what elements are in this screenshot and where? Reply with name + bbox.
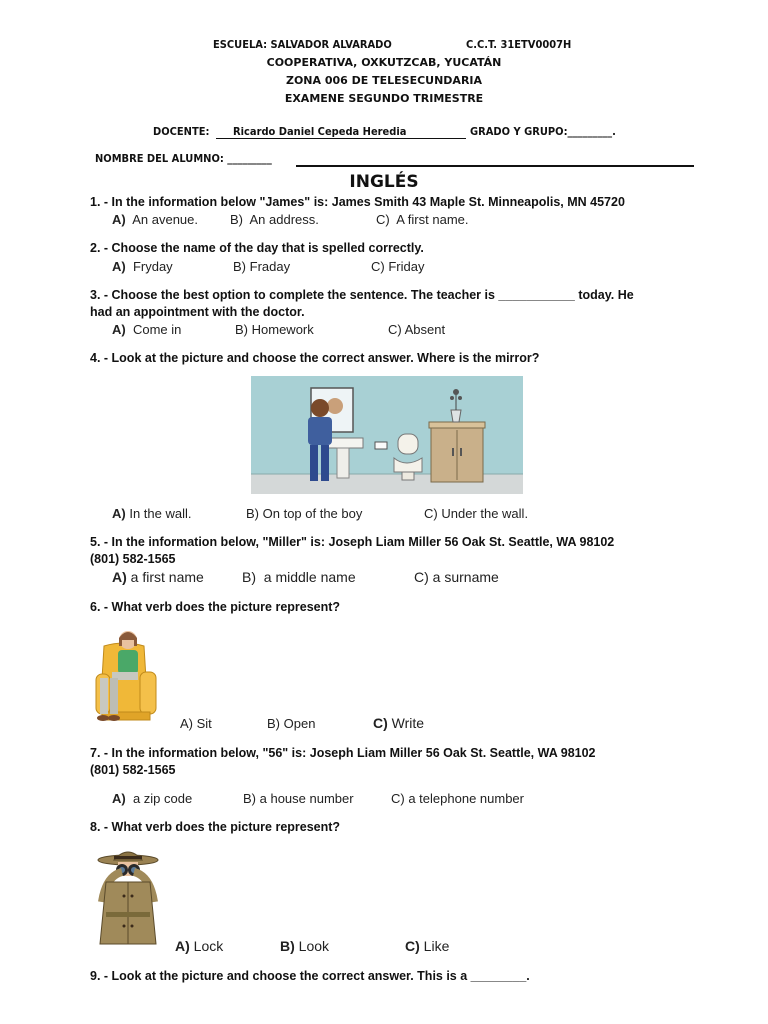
question-7-line2: (801) 582-1565 (90, 763, 176, 777)
school-cct: C.C.T. 31ETV0007H (466, 38, 572, 51)
q3-option-c[interactable]: C) Absent (388, 322, 446, 337)
q7-option-b[interactable]: B) a house number (243, 791, 354, 806)
docente-underline (216, 138, 466, 139)
question-7: 7. - In the information below, "56" is: Joseph Liam Miller 56 Oak St. Seattle, WA 98102 (90, 746, 596, 760)
q2-option-a[interactable]: A) Fryday (112, 259, 173, 274)
q5-option-a[interactable]: A) a first name (112, 569, 204, 585)
school-zone: ZONA 006 DE TELESECUNDARIA (285, 74, 483, 87)
detective-binoculars-illustration (90, 846, 166, 950)
question-3-line2: had an appointment with the doctor. (90, 305, 305, 319)
question-8: 8. - What verb does the picture represent? (90, 820, 341, 834)
q5-option-c[interactable]: C) a surname (414, 569, 499, 585)
q8-option-b[interactable]: B) Look (280, 938, 330, 954)
q8-option-a[interactable]: A) Lock (175, 938, 224, 954)
q7-option-a[interactable]: A) a zip code (112, 791, 193, 806)
docente-name: Ricardo Daniel Cepeda Heredia (233, 125, 407, 138)
q4-option-b[interactable]: B) On top of the boy (246, 506, 363, 521)
q2-option-b[interactable]: B) Fraday (233, 259, 291, 274)
q6-option-a[interactable]: A) Sit (180, 716, 212, 731)
q8-option-c[interactable]: C) Like (405, 938, 450, 954)
question-3: 3. - Choose the best option to complete the sentence. The teacher is ___________ today. He (90, 288, 634, 302)
grado-grupo-label: GRADO Y GRUPO:_________. (470, 125, 616, 138)
q6-option-c[interactable]: C) Write (373, 715, 425, 731)
student-name-line (296, 165, 694, 167)
school-location: COOPERATIVA, OXKUTZCAB, YUCATÁN (266, 56, 502, 69)
woman-sitting-armchair-illustration (88, 626, 160, 726)
subject-title: INGLÉS (349, 172, 419, 192)
q1-option-c[interactable]: C) A first name. (376, 212, 469, 227)
q3-option-b[interactable]: B) Homework (235, 322, 314, 337)
q3-option-a[interactable]: A) Come in (112, 322, 182, 337)
bathroom-illustration (251, 376, 523, 494)
docente-label: DOCENTE: (153, 125, 210, 138)
q5-option-b[interactable]: B) a middle name (242, 569, 356, 585)
q2-option-c[interactable]: C) Friday (371, 259, 425, 274)
question-6: 6. - What verb does the picture represent? (90, 600, 341, 614)
q1-option-b[interactable]: B) An address. (230, 212, 319, 227)
question-9: 9. - Look at the picture and choose the correct answer. This is a ________. (90, 969, 530, 983)
question-5-line2: (801) 582-1565 (90, 552, 176, 566)
question-5: 5. - In the information below, "Miller" is: Joseph Liam Miller 56 Oak St. Seattle, WA 98102 (90, 535, 615, 549)
q6-option-b[interactable]: B) Open (267, 716, 316, 731)
question-4: 4. - Look at the picture and choose the correct answer. Where is the mirror? (90, 351, 540, 365)
school-name: ESCUELA: SALVADOR ALVARADO (213, 38, 392, 51)
question-2: 2. - Choose the name of the day that is spelled correctly. (90, 241, 424, 255)
exam-title: EXAMENE SEGUNDO TRIMESTRE (284, 92, 484, 105)
q4-option-a[interactable]: A) In the wall. (112, 506, 192, 521)
student-name-label: NOMBRE DEL ALUMNO: _________ (95, 152, 272, 165)
q1-option-a[interactable]: A) An avenue. (112, 212, 199, 227)
q7-option-c[interactable]: C) a telephone number (391, 791, 524, 806)
q4-option-c[interactable]: C) Under the wall. (424, 506, 529, 521)
question-1: 1. - In the information below "James" is: James Smith 43 Maple St. Minneapolis, MN 45720 (90, 195, 625, 209)
